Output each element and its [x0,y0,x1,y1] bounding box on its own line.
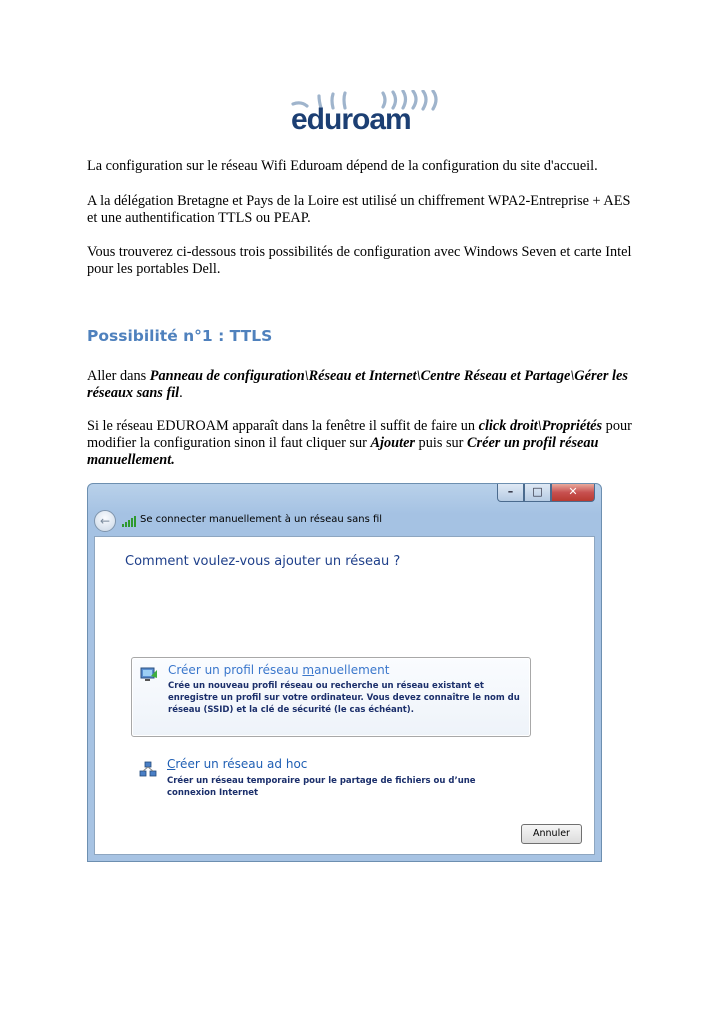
section-heading: Possibilité n°1 : TTLS [87,327,273,345]
maximize-button[interactable]: □ [524,484,551,502]
intro-paragraph: La configuration sur le réseau Wifi Eduroam dépend de la configuration du site d'accueil. [87,158,598,174]
option1-title: Créer un profil réseau manuellement [168,663,390,677]
wifi-dialog-screenshot [87,483,602,862]
dialog-question: Comment voulez-vous ajouter un réseau ? [125,554,401,569]
minimize-button[interactable]: – [497,484,524,502]
back-button[interactable]: ← [94,510,116,532]
dialog-title: Se connecter manuellement à un réseau sans fil [140,514,383,525]
eduroam-instruction-paragraph: Si le réseau EDUROAM apparaît dans la fenêtre il suffit de faire un click droit\Propriétés pour modifier la configuration sinon il faut cliquer sur Ajouter puis sur Créer un profil réseau manuellement. [87,418,632,468]
logo-wordmark: eduroam [291,103,411,136]
window-controls [497,484,595,502]
adhoc-network-icon [139,760,157,778]
option2-description: Créer un réseau temporaire pour le partage de fichiers ou d’une connexion Internet [167,776,476,798]
create-adhoc-network-option[interactable] [131,752,531,798]
options-paragraph: Vous trouverez ci-dessous trois possibilités de configuration avec Windows Seven et carte Intel pour les portables Dell. [87,244,632,277]
network-monitor-icon [140,666,158,684]
dialog-content [94,536,595,855]
dialog-navbar [88,506,601,536]
close-button[interactable]: ✕ [551,484,595,502]
cancel-button[interactable]: Annuler [521,824,582,844]
option1-description: Crée un nouveau profil réseau ou recherche un réseau existant et enregistre un profil sur votre ordinateur. Vous devez connaître le nom du réseau (SSID) et la clé de sécurité (le cas échéant). [168,681,520,715]
encryption-paragraph: A la délégation Bretagne et Pays de la Loire est utilisé un chiffrement WPA2-Entreprise + AES et une authentification TTLS ou PEAP. [87,193,631,226]
settings-path: Panneau de configuration\Réseau et Internet\Centre Réseau et Partage\Gérer les réseaux sans fil [87,368,628,401]
option2-title: Créer un réseau ad hoc [167,757,308,771]
create-profile-manually-option[interactable] [131,657,531,737]
instruction-paragraph: Aller dans Panneau de configuration\Réseau et Internet\Centre Réseau et Partage\Gérer les réseaux sans fil. [87,368,628,401]
eduroam-logo [287,90,439,136]
wifi-signal-icon [122,515,136,527]
